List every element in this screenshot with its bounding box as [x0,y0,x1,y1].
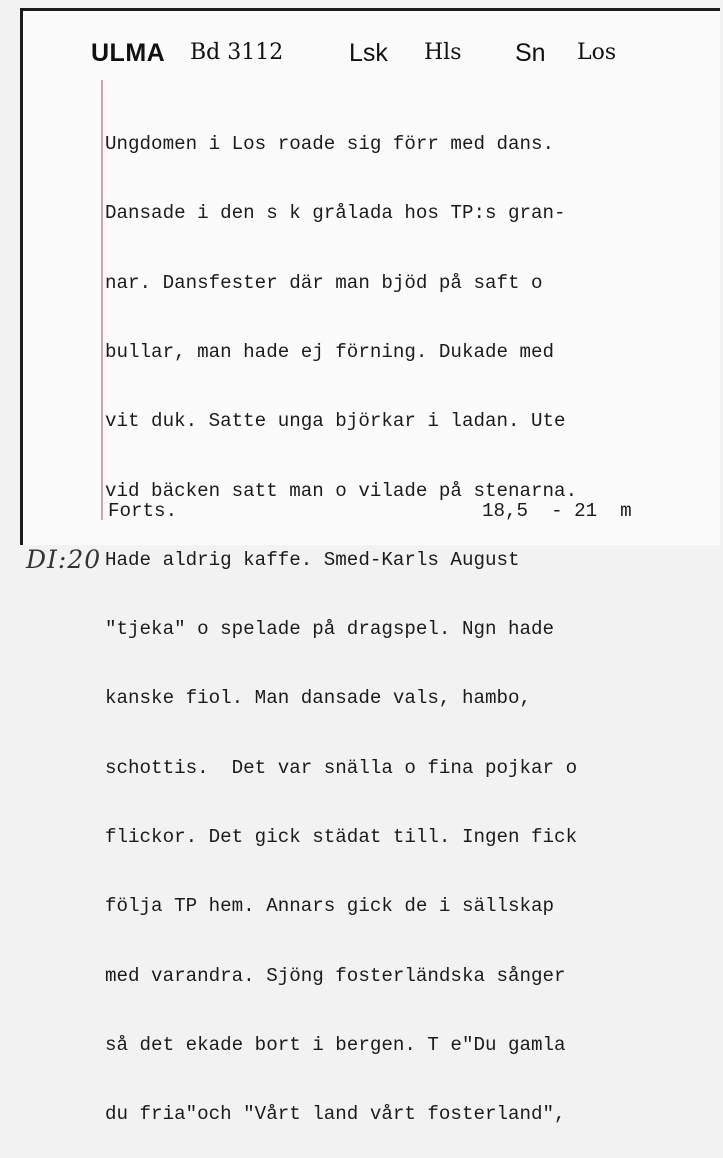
parish-code: Hls [424,40,462,65]
archive-code: ULMA [91,39,166,67]
card-body-text [105,87,723,1158]
text-line: vid bäcken satt man o vilade på stenarna. [105,479,578,502]
text-line: schottis. Det var snälla o fina pojkar o [105,756,578,779]
text-line: bullar, man hade ej förning. Dukade med [105,341,555,364]
text-line: flickor. Det gick städat till. Ingen fick [105,826,578,848]
measure-label: 18,5 - 21 m [482,500,632,522]
text-line: Hade aldrig kaffe. Smed-Karls August [105,548,520,571]
place-name: Los [577,40,617,65]
text-line: "tjeka" o spelade på dragspel. Ngn hade [105,618,555,641]
text-line: vit duk. Satte unga björkar i ladan. Ute [105,410,566,433]
text-line: Ungdomen i Los roade sig förr med dans. [105,133,555,156]
text-line: nar. Dansfester där man bjöd på saft o [105,271,543,294]
text-line: du fria"och "Vårt land vårt fosterland", [105,1103,566,1126]
area-code: Sn [515,39,546,67]
text-line: följa TP hem. Annars gick de i sällskap [105,895,555,918]
continued-label: Forts. [108,500,178,522]
text-line: kanske fiol. Man dansade vals, hambo, [105,687,532,710]
volume-number: Bd 3112 [190,40,284,65]
county-code: Lsk [349,39,388,67]
text-line: med varandra. Sjöng fosterländska sånger [105,964,566,987]
catalog-stamp: DI:20 [26,545,102,574]
text-line: så det ekade bort i bergen. T e"Du gamla [105,1033,566,1056]
margin-rule [101,80,103,520]
text-line: Dansade i den s k grålada hos TP:s gran- [105,202,566,225]
